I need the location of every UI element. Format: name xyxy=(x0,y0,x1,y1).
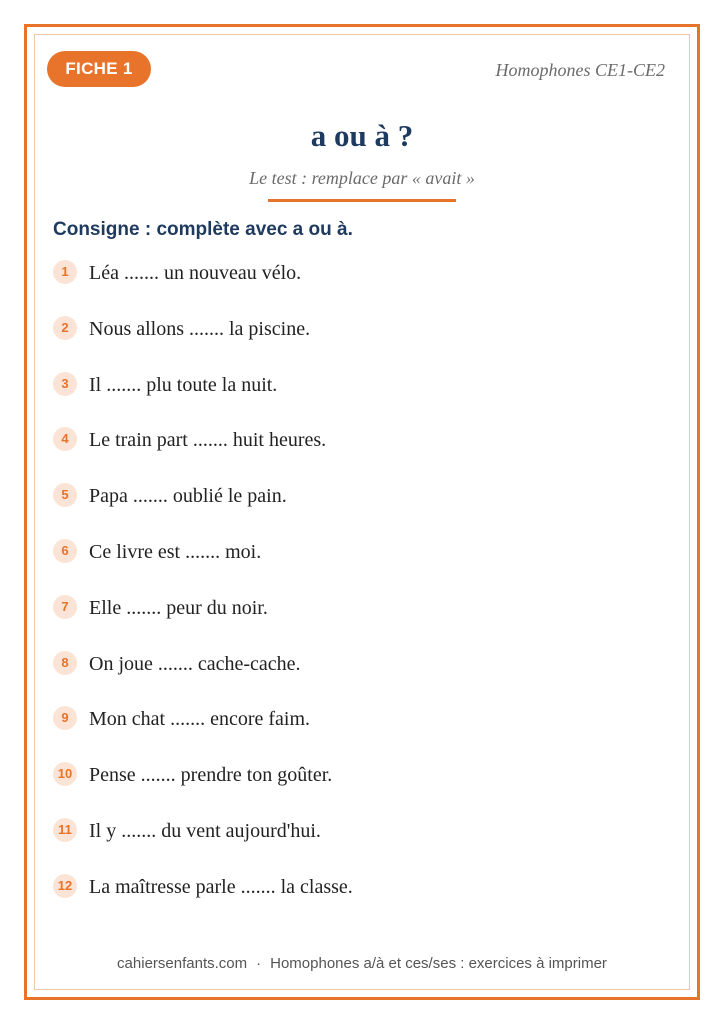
footer-site: cahiersenfants.com xyxy=(117,955,248,972)
title-underline xyxy=(268,199,456,202)
fiche-badge: FICHE 1 xyxy=(47,51,151,87)
exercise-sentence: Ce livre est ....... moi. xyxy=(89,540,262,563)
exercise-item xyxy=(53,481,653,537)
exercise-number: 10 xyxy=(53,762,77,786)
exercise-number: 6 xyxy=(53,539,77,563)
exercise-item xyxy=(53,649,653,705)
exercise-sentence: Nous allons ....... la piscine. xyxy=(89,317,311,340)
exercise-item xyxy=(53,760,653,816)
exercise-item xyxy=(53,425,653,481)
exercise-number: 8 xyxy=(53,651,77,675)
exercise-sentence: Papa ....... oublié le pain. xyxy=(89,485,287,508)
exercise-sentence: On joue ....... cache-cache. xyxy=(89,652,301,675)
exercise-number: 12 xyxy=(53,874,77,898)
exercise-number: 7 xyxy=(53,595,77,619)
exercise-sentence: Pense ....... prendre ton goûter. xyxy=(89,764,333,787)
page-footer xyxy=(0,955,724,972)
exercise-item xyxy=(53,370,653,426)
exercise-item xyxy=(53,314,653,370)
footer-description: Homophones a/à et ces/ses : exercices à imprimer xyxy=(270,955,607,972)
exercise-number: 2 xyxy=(53,316,77,340)
exercise-sentence: Il ....... plu toute la nuit. xyxy=(89,373,278,396)
exercise-item xyxy=(53,704,653,760)
exercise-sentence: Elle ....... peur du noir. xyxy=(89,596,268,619)
footer-separator: · xyxy=(256,955,262,972)
exercise-number: 11 xyxy=(53,818,77,842)
exercise-item xyxy=(53,258,653,314)
exercise-number: 5 xyxy=(53,483,77,507)
exercise-sentence: Léa ....... un nouveau vélo. xyxy=(89,262,302,284)
exercise-sentence: Il y ....... du vent aujourd'hui. xyxy=(89,819,321,842)
exercise-item xyxy=(53,537,653,593)
worksheet-title: a ou à ? xyxy=(310,118,414,153)
exercise-item xyxy=(53,816,653,872)
exercise-sentence: La maîtresse parle ....... la classe. xyxy=(89,875,353,898)
exercise-sentence: Mon chat ....... encore faim. xyxy=(89,708,311,731)
instruction: Consigne : complète avec a ou à. xyxy=(53,219,353,240)
exercise-sentence: Le train part ....... huit heures. xyxy=(89,429,327,452)
exercise-item xyxy=(53,593,653,649)
worksheet-subtitle: Le test : remplace par « avait » xyxy=(249,168,475,188)
exercise-number: 3 xyxy=(53,372,77,396)
exercise-number: 4 xyxy=(53,427,77,451)
exercise-number: 1 xyxy=(53,260,77,284)
series-label: Homophones CE1-CE2 xyxy=(495,60,665,80)
exercise-number: 9 xyxy=(53,706,77,730)
exercise-item xyxy=(53,872,653,928)
exercise-list xyxy=(53,258,653,928)
